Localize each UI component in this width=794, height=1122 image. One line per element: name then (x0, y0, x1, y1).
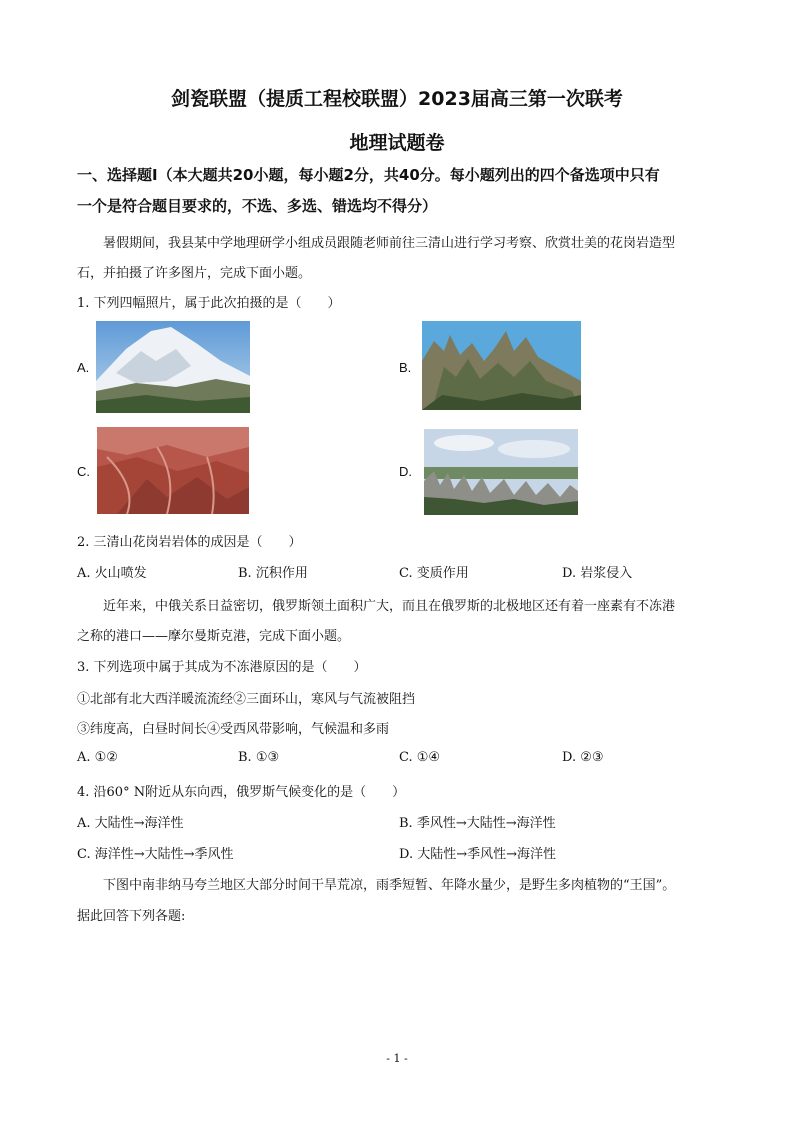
q4-option-a: A. 大陆性→海洋性 (77, 816, 184, 831)
q3-statements-line2: ③纬度高，白昼时间长④受西风带影响，气候温和多雨 (77, 722, 390, 737)
q1-option-d-label: D. (399, 464, 412, 479)
q3-stem: 3. 下列选项中属于其成为不冻港原因的是（ ） (77, 660, 367, 675)
q4-option-b: B. 季风性→大陆性→海洋性 (399, 816, 556, 831)
q1-stem: 1. 下列四幅照片，属于此次拍摄的是（ ） (77, 296, 341, 311)
q1-option-b-photo (422, 321, 581, 410)
q2-stem: 2. 三清山花岗岩岩体的成因是（ ） (77, 535, 302, 550)
granite-peaks-image (422, 321, 581, 410)
q2-option-b: B. 沉积作用 (238, 566, 308, 581)
passage1-line1: 暑假期间，我县某中学地理研学小组成员跟随老师前往三清山进行学习考察、欣赏壮美的花岗岩造型 (103, 236, 676, 251)
red-danxia-image (97, 427, 249, 514)
q2-option-d: D. 岩浆侵入 (562, 566, 633, 581)
q3-option-d: D. ②③ (562, 750, 604, 765)
passage3-line1: 下图中南非纳马夸兰地区大部分时间干旱荒凉，雨季短暂、年降水量少，是野生多肉植物的“王国”。 (103, 878, 676, 893)
passage1-line2: 石，并拍摄了许多图片，完成下面小题。 (77, 266, 312, 281)
passage2-line2: 之称的港口——摩尔曼斯克港，完成下面小题。 (77, 629, 351, 644)
passage3-line2: 据此回答下列各题: (77, 909, 186, 924)
q1-option-b-label: B. (399, 360, 412, 375)
q3-option-a: A. ①② (77, 750, 118, 765)
q3-option-c: C. ①④ (399, 750, 441, 765)
q3-option-b: B. ①③ (238, 750, 280, 765)
page-title: 剑瓷联盟（提质工程校联盟）2023届高三第一次联考 (171, 88, 623, 110)
q1-option-d-photo (424, 429, 578, 515)
q2-option-a: A. 火山喷发 (77, 566, 147, 581)
snow-mountain-image (96, 321, 250, 413)
section-heading-line1: 一、选择题Ⅰ（本大题共20小题，每小题2分，共40分。每小题列出的四个备选项中只有 (77, 166, 660, 184)
page-subtitle: 地理试题卷 (349, 132, 445, 154)
q1-option-a-photo (96, 321, 250, 413)
q4-option-d: D. 大陆性→季风性→海洋性 (399, 847, 557, 862)
stone-forest-image (424, 429, 578, 515)
page-number: - 1 - (386, 1052, 408, 1065)
q2-option-c: C. 变质作用 (399, 566, 469, 581)
q1-option-a-label: A. (77, 360, 90, 375)
q3-statements-line1: ①北部有北大西洋暖流流经②三面环山，寒风与气流被阻挡 (77, 692, 416, 707)
q4-option-c: C. 海洋性→大陆性→季风性 (77, 847, 234, 862)
section-heading-line2: 一个是符合题目要求的，不选、多选、错选均不得分） (77, 197, 438, 215)
q1-option-c-label: C. (77, 464, 90, 479)
q1-option-c-photo (97, 427, 249, 514)
q4-stem: 4. 沿60° N附近从东向西，俄罗斯气候变化的是（ ） (77, 785, 406, 800)
passage2-line1: 近年来，中俄关系日益密切，俄罗斯领土面积广大，而且在俄罗斯的北极地区还有着一座素有不冻港 (103, 599, 676, 614)
